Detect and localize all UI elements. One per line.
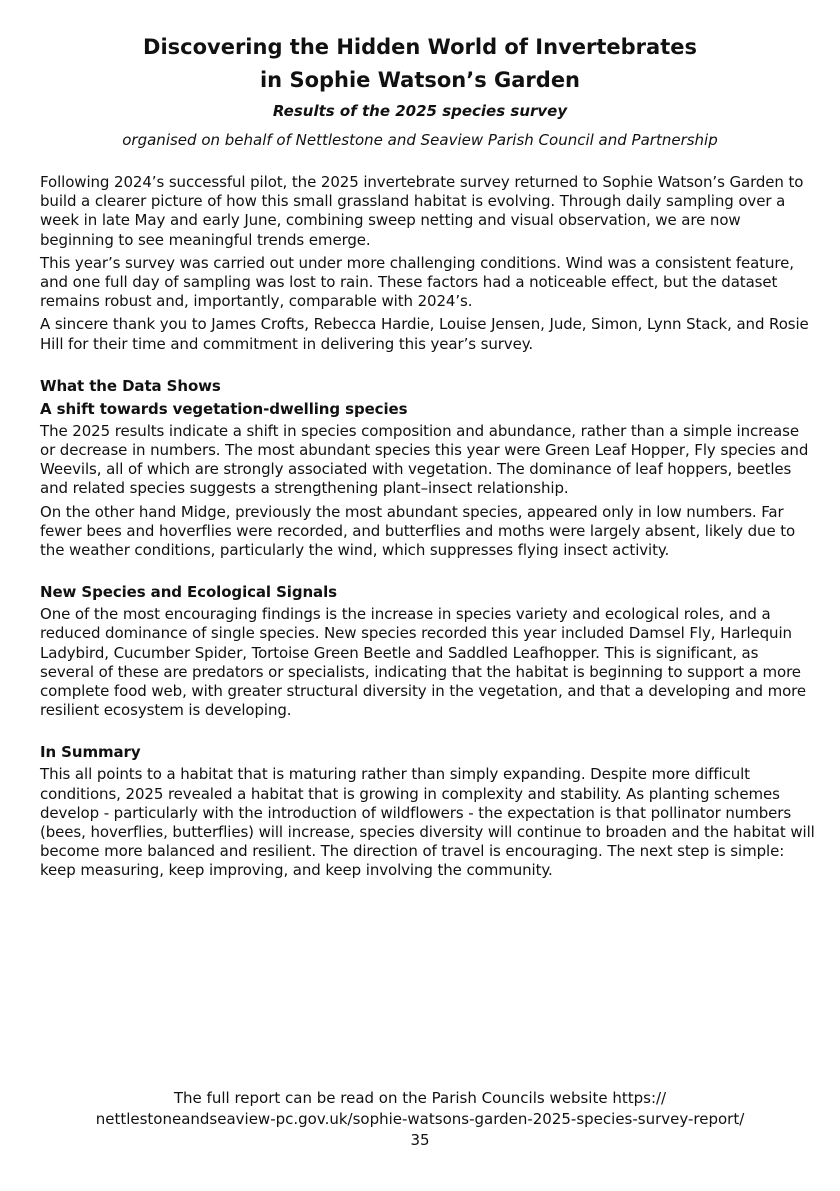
article-body bbox=[40, 173, 816, 885]
footer-report-url[interactable]: nettlestoneandseaview-pc.gov.uk/sophie-watsons-garden-2025-species-survey-report/ bbox=[95, 1110, 745, 1128]
new-species-paragraph: One of the most encouraging findings is the increase in species variety and ecological roles, and a reduced dominance of single species. New species recorded this year included Damsel Fly, Harlequin Ladybird, Cucumber Spider, Tortoise Green Beetle and Saddled Leafhopper. This is significant, as several of these are predators or specialists, indicating that the habitat is beginning to support a more complete food web, with greater structural diversity in the vegetation, and that a developing and more resilient ecosystem is developing. bbox=[40, 605, 807, 720]
summary-paragraph: This all points to a habitat that is maturing rather than simply expanding. Despite more difficult conditions, 2025 revealed a habitat that is growing in complexity and stability. As planting schemes develop - particularly with the introduction of wildflowers - the expectation is that pollinator numbers (bees, hoverflies, butterflies) will increase, species diversity will continue to broaden and the habitat will become more balanced and resilient. The direction of travel is encouraging. The next step is simple: keep measuring, keep improving, and keep involving the community. bbox=[40, 765, 815, 880]
section-heading-summary: In Summary bbox=[40, 743, 141, 762]
footer-line-1: The full report can be read on the Parish Councils website https:// bbox=[173, 1089, 667, 1107]
intro-paragraph-1: Following 2024’s successful pilot, the 2025 invertebrate survey returned to Sophie Watson’s Garden to build a clearer picture of how this small grassland habitat is evolving. Through daily sampling over a week in late May and early June, combining sweep netting and visual observation, we are now beginning to see meaningful trends emerge. bbox=[40, 173, 804, 249]
page-number: 35 bbox=[410, 1131, 430, 1149]
data-paragraph-2: On the other hand Midge, previously the most abundant species, appeared only in low numbers. Far fewer bees and hoverflies were recorded, and butterflies and moths were largely absent, likely due to the weather conditions, particularly the wind, which suppresses flying insect activity. bbox=[40, 502, 796, 560]
page-title-line-1: Discovering the Hidden World of Invertebrates bbox=[143, 35, 697, 59]
page-footer bbox=[0, 1088, 840, 1151]
page-subtitle: Results of the 2025 species survey bbox=[272, 102, 568, 120]
intro-paragraph-2: This year’s survey was carried out under more challenging conditions. Wind was a consistent feature, and one full day of sampling was lost to rain. These factors had a noticeable effect, but the dataset remains robust and, importantly, comparable with 2024’s. bbox=[40, 253, 794, 311]
data-paragraph-1: The 2025 results indicate a shift in species composition and abundance, rather than a simple increase or decrease in numbers. The most abundant species this year were Green Leaf Hopper, Fly species and Weevils, all of which are strongly associated with vegetation. The dominance of leaf hoppers, beetles and related species suggests a strengthening plant–insect relationship. bbox=[40, 421, 809, 498]
section-heading-new-species: New Species and Ecological Signals bbox=[40, 583, 337, 602]
page-title-line-2: in Sophie Watson’s Garden bbox=[259, 68, 581, 92]
section-subheading-shift: A shift towards vegetation-dwelling species bbox=[40, 399, 408, 418]
intro-paragraph-3: A sincere thank you to James Crofts, Rebecca Hardie, Louise Jensen, Jude, Simon, Lynn Stack, and Rosie Hill for their time and commitment in delivering this year’s survey. bbox=[40, 315, 809, 353]
section-heading-data: What the Data Shows bbox=[40, 376, 221, 395]
organised-by-line: organised on behalf of Nettlestone and Seaview Parish Council and Partnership bbox=[122, 131, 718, 149]
